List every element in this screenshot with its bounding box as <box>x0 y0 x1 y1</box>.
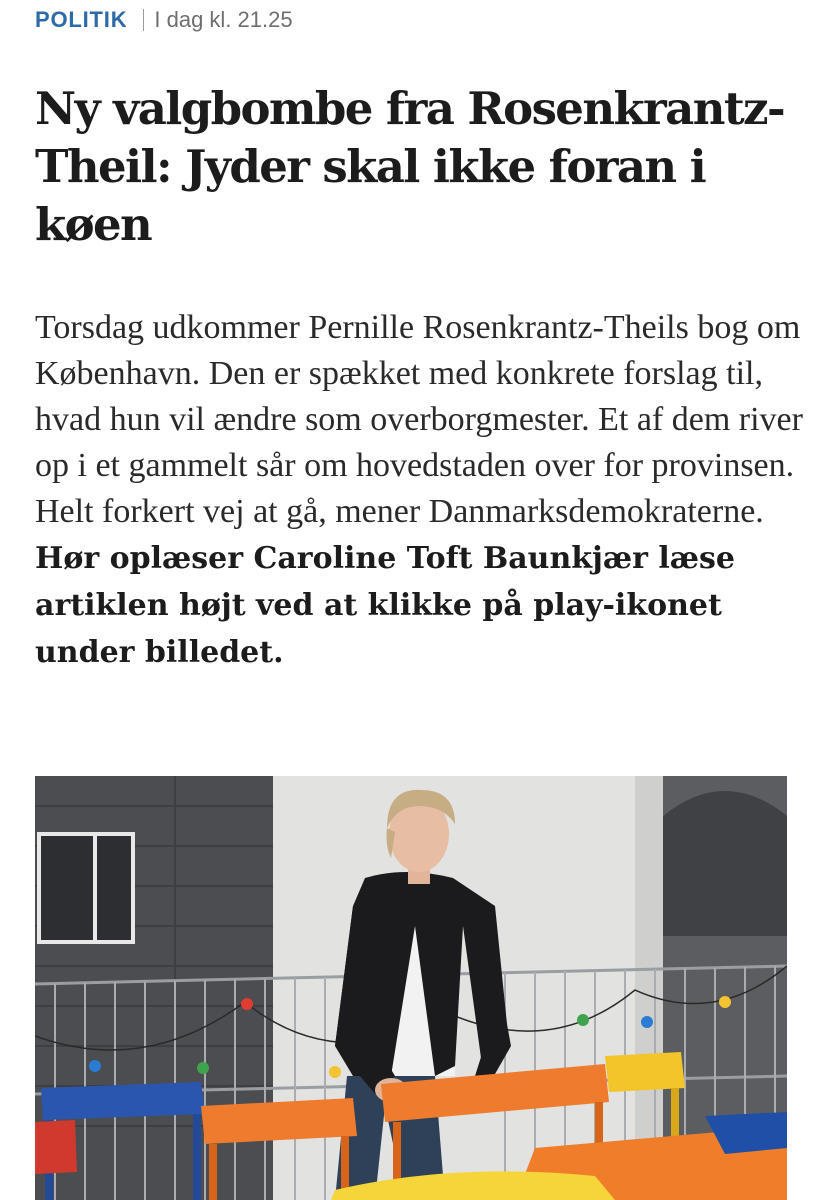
article-meta <box>35 4 293 36</box>
article-photo[interactable] <box>35 776 787 1200</box>
audio-cta-text: Hør oplæser Caroline Toft Baunkjær læse artiklen højt ved at klikke på play-ikonet under billedet. <box>35 541 736 670</box>
photo-illustration <box>35 776 787 1200</box>
article-lead <box>35 305 805 676</box>
section-label[interactable]: POLITIK <box>35 7 128 32</box>
article-timestamp: I dag kl. 21.25 <box>154 7 293 32</box>
meta-divider <box>143 9 144 31</box>
lead-text: Torsdag udkommer Pernille Rosenkrantz-Theils bog om København. Den er spækket med konkrete forslag til, hvad hun vil ændre som overborgmester. Et af dem river op i et gammelt sår om hovedstaden over for provinsen. Helt forkert vej at gå, mener Danmarksdemokraterne. <box>35 309 803 530</box>
article-headline: Ny valgbombe fra Rosenkrantz-Theil: Jyder skal ikke foran i køen <box>35 82 785 251</box>
